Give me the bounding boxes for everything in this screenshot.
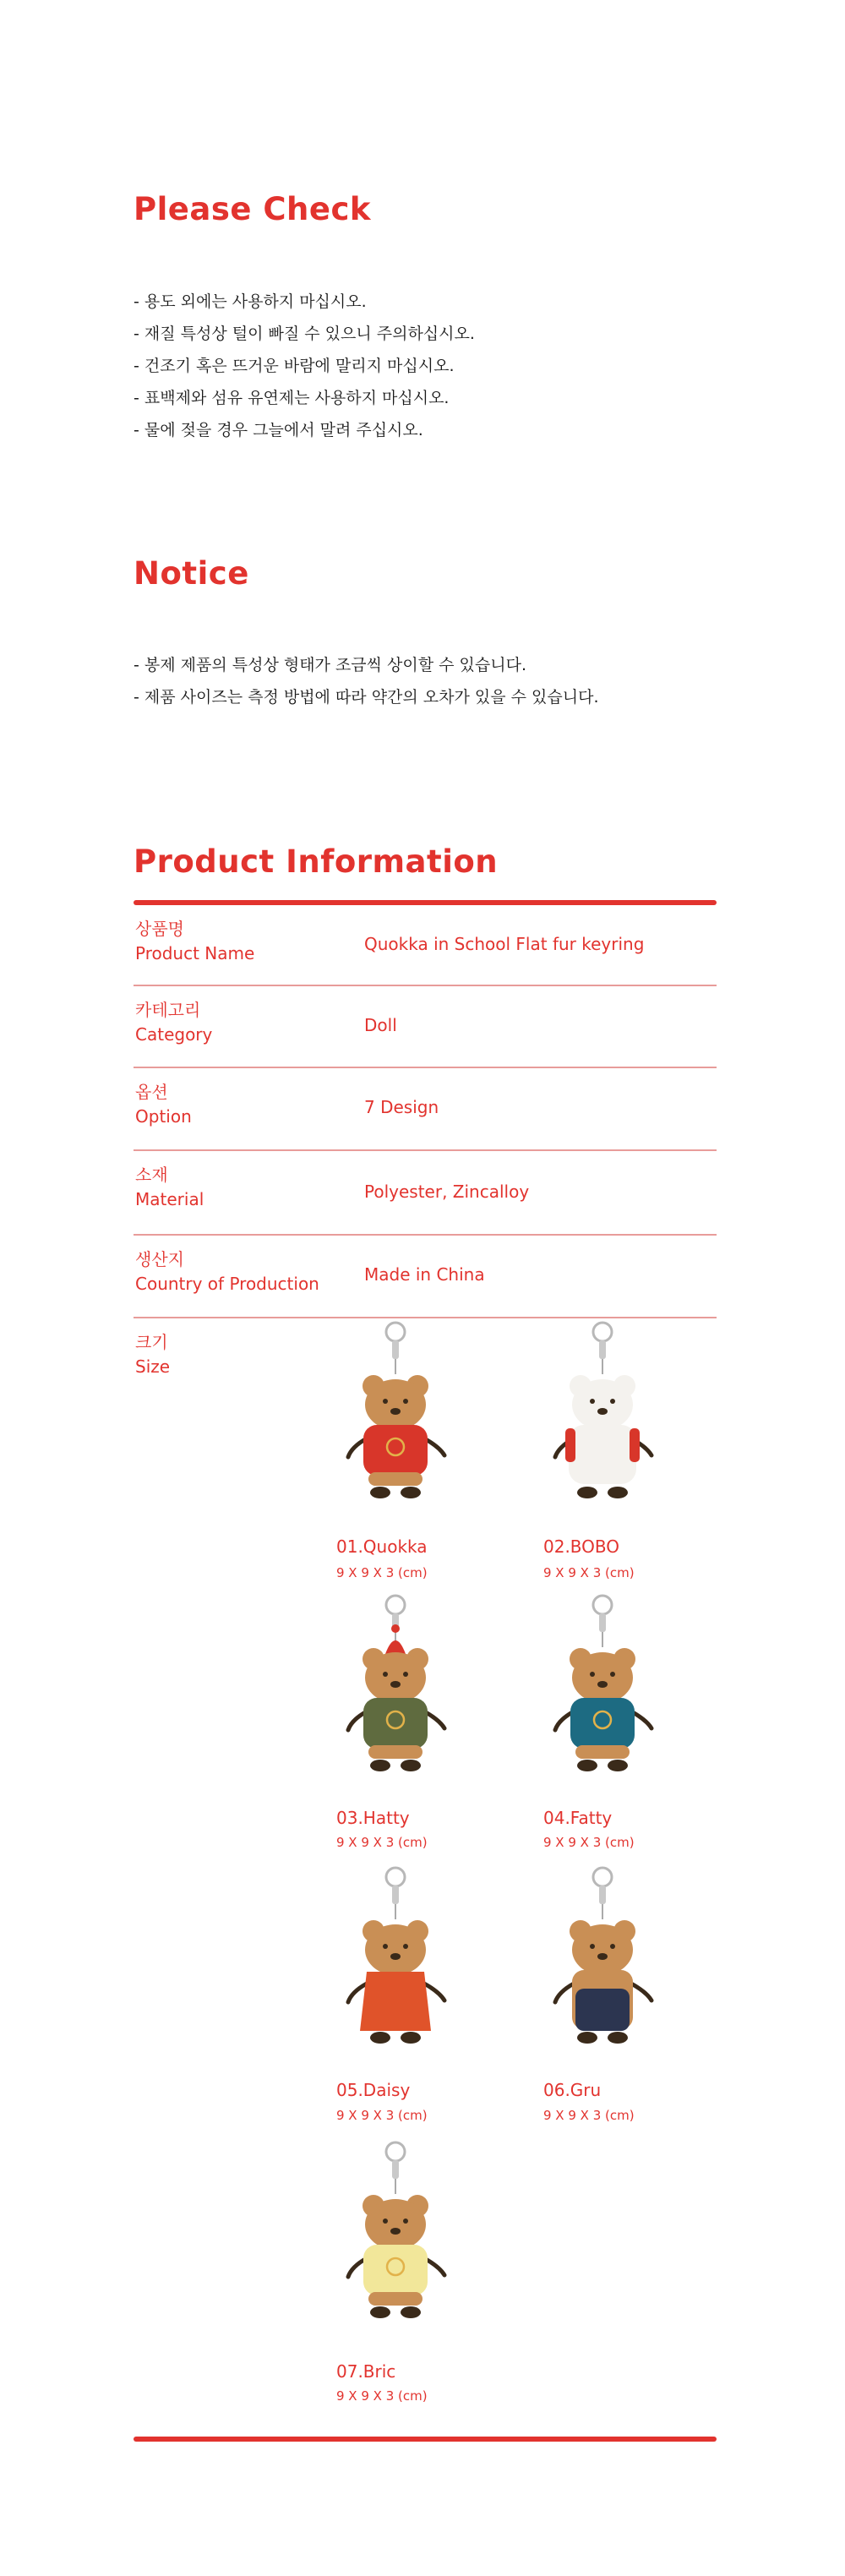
row-label-ko: 카테고리 [135, 1000, 201, 1020]
product-item-dimensions: 9 X 9 X 3 (cm) [336, 2388, 428, 2404]
info-row-category [134, 986, 717, 1068]
row-label [135, 998, 212, 1047]
bottom-divider [134, 2437, 717, 2442]
notice-title: Notice [134, 555, 249, 592]
row-value: Doll [364, 1015, 397, 1035]
size-label-ko: 크기 [135, 1332, 168, 1352]
product-item-name: 04.Fatty [543, 1808, 613, 1828]
list-item: - 봉제 제품의 특성상 형태가 조금씩 상이할 수 있습니다. [134, 656, 527, 674]
product-item-name: 06.Gru [543, 2080, 602, 2100]
row-label-en: Material [135, 1189, 204, 1209]
row-value: 7 Design [364, 1097, 439, 1117]
list-item: - 재질 특성상 털이 빠질 수 있으니 주의하십시오. [134, 325, 475, 343]
keyring-image [336, 1865, 497, 2077]
please-check-list [134, 286, 475, 446]
list-item: - 물에 젖을 경우 그늘에서 말려 주십시오. [134, 421, 423, 439]
keyring-image [336, 1320, 497, 1531]
row-value: Polyester, Zincalloy [364, 1182, 530, 1202]
notice-list [134, 649, 599, 713]
product-item-name: 01.Quokka [336, 1536, 428, 1557]
product-item-dimensions: 9 X 9 X 3 (cm) [336, 2108, 428, 2123]
product-item-name: 03.Hatty [336, 1808, 410, 1828]
product-item-dimensions: 9 X 9 X 3 (cm) [543, 2108, 635, 2123]
product-item-name: 02.BOBO [543, 1536, 620, 1557]
product-item-dimensions: 9 X 9 X 3 (cm) [336, 1565, 428, 1580]
product-item-dimensions: 9 X 9 X 3 (cm) [543, 1565, 635, 1580]
list-item: - 건조기 혹은 뜨거운 바람에 말리지 마십시오. [134, 357, 455, 375]
keyring-image [336, 2140, 497, 2351]
keyring-image [543, 1320, 704, 1531]
row-label-ko: 생산지 [135, 1249, 184, 1269]
product-item-dimensions: 9 X 9 X 3 (cm) [336, 1835, 428, 1850]
row-label-en: Product Name [135, 943, 255, 963]
row-label-en: Option [135, 1106, 192, 1127]
row-label-ko: 상품명 [135, 919, 184, 939]
row-label-ko: 소재 [135, 1165, 168, 1185]
info-row-option [134, 1068, 717, 1151]
size-label-en: Size [135, 1356, 171, 1377]
list-item: - 표백제와 섬유 유연제는 사용하지 마십시오. [134, 389, 450, 407]
info-row-material [134, 1151, 717, 1236]
info-row-product-name [134, 905, 717, 986]
row-value: Made in China [364, 1264, 485, 1285]
row-label-en: Category [135, 1024, 213, 1045]
please-check-title: Please Check [134, 191, 371, 227]
list-item: - 제품 사이즈는 측정 방법에 따라 약간의 오차가 있을 수 있습니다. [134, 688, 599, 707]
size-label [135, 1330, 170, 1379]
product-info-title: Product Information [134, 843, 499, 880]
row-label-en: Country of Production [135, 1274, 319, 1294]
product-item-dimensions: 9 X 9 X 3 (cm) [543, 1835, 635, 1850]
row-label [135, 1247, 319, 1296]
row-label [135, 1163, 204, 1212]
keyring-image [336, 1593, 497, 1804]
keyring-image [543, 1865, 704, 2077]
row-value: Quokka in School Flat fur keyring [364, 934, 645, 954]
keyring-image [543, 1593, 704, 1804]
row-label-ko: 옵션 [135, 1082, 168, 1102]
product-item-name: 05.Daisy [336, 2080, 411, 2100]
info-row-country [134, 1236, 717, 1318]
row-label [135, 917, 254, 966]
row-label [135, 1080, 192, 1129]
product-item-name: 07.Bric [336, 2361, 396, 2382]
list-item: - 용도 외에는 사용하지 마십시오. [134, 292, 367, 311]
